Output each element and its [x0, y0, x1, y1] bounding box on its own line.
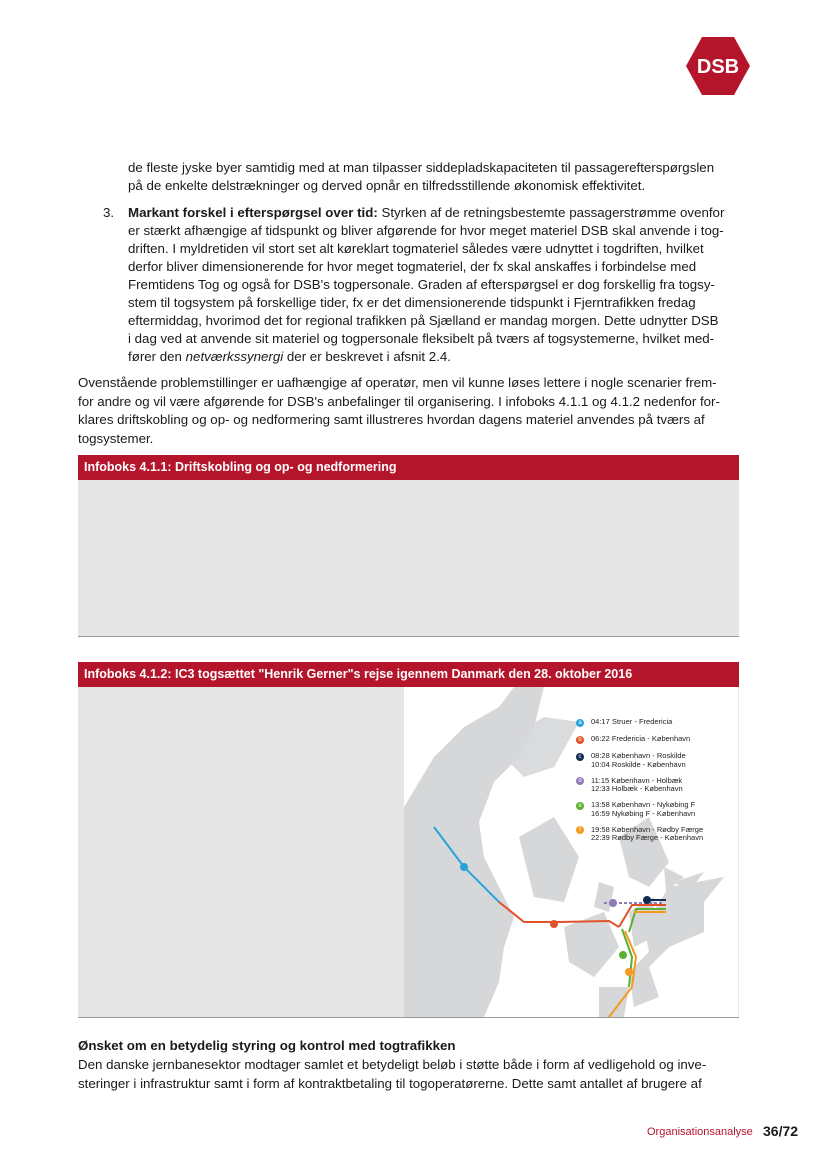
legend-entry: 13:58 København - Nykøbing F: [591, 800, 696, 809]
text-line: på de enkelte delstrækninger og derved opnår en tilfredsstillende økonomisk effektivitet.: [128, 178, 646, 193]
footer-section-name: Organisationsanalyse: [647, 1126, 753, 1138]
legend-entry: 10:04 Roskilde - København: [591, 759, 686, 769]
text-line: togsystemer.: [78, 430, 154, 446]
text-line: i dag ved at anvende sit materiel og togpersonale fleksibelt på tværs af togsystemerne, hvilket med-: [128, 331, 715, 346]
legend-entry: 04:17 Struer - Fredericia: [591, 717, 673, 726]
infobox-1-body: [78, 480, 739, 637]
legend-entry: 08:28 København - Roskilde: [591, 751, 686, 760]
page-number: 36/72: [763, 1123, 799, 1139]
legend-entry: 06:22 Fredericia - København: [591, 734, 691, 743]
section-heading: Ønsket om en betydelig styring og kontrol med togtrafikken: [78, 1038, 456, 1053]
text-line: Fremtidens Tog og også for DSB's togpersonale. Graden af efterspørgsel er dog forskellig fra togsy-: [128, 277, 715, 292]
infobox-2-title: Infoboks 4.1.2: IC3 togsættet "Henrik Gerner"s rejse igennem Danmark den 28. oktober 2016: [78, 662, 739, 687]
list-number: 3.: [103, 205, 115, 220]
text-line: de fleste jyske byer samtidig med at man tilpasser siddepladskapaciteten til passagerefterspørgslen: [128, 160, 715, 175]
text-line: Den danske jernbanesektor modtager samlet et betydeligt beløb i støtte både i form af vedligehold og inve-: [78, 1057, 707, 1072]
route-marker-a: a: [576, 719, 584, 727]
list-item-title: Markant forskel i efterspørgsel over tid:: [128, 205, 378, 220]
text-line: Ovenstående problemstillinger er uafhængige af operatør, men vil kunne løses lettere i nogle scenarier frem-: [78, 375, 717, 390]
text: der er beskrevet i afsnit 2.4.: [283, 349, 451, 364]
text-line: derfor bliver dimensionerende for hvor meget togmateriel, der fx skal anskaffes i forbindelse med: [128, 259, 697, 274]
italic-term: netværkssynergi: [185, 349, 284, 364]
text-line: driften. I myldretiden vil stort set alt køreklart togmateriel således være udnyttet i togdriften, hvilket: [128, 241, 704, 256]
text-line: eftermiddag, hvorimod det for regional trafikken på Sjælland er mandag morgen. Dette udnytter DSB: [128, 313, 719, 328]
text-line: steringer i infrastruktur samt i form af kontraktbetaling til togoperatørerne. Dette samt antallet af brugere af: [78, 1075, 702, 1091]
route-marker-b: b: [576, 736, 584, 744]
text: fører den: [128, 349, 186, 364]
route-marker-d: d: [576, 777, 584, 785]
route-marker-e: e: [576, 802, 584, 810]
svg-text:DSB: DSB: [696, 56, 740, 78]
legend-entry: 16:59 Nykøbing F - København: [591, 808, 696, 818]
list-item-text: Styrken af de retningsbestemte passagerstrømme ovenfor: [377, 205, 725, 220]
list-item-last-line: [128, 348, 451, 366]
route-marker-c: c: [576, 753, 584, 761]
infobox-1-title: Infoboks 4.1.1: Driftskobling og op- og nedformering: [78, 455, 739, 480]
legend-entry: 19:58 København - Rødby Færge: [591, 824, 704, 834]
route-marker-f: f: [576, 826, 584, 834]
text-line: klares driftskobling og op- og nedformering samt illustreres hvordan dagens materiel anvendes på tværs af: [78, 412, 705, 427]
legend-entry: 12:33 Holbæk - København: [591, 784, 683, 793]
legend-entry: 11:15 København - Holbæk: [591, 775, 683, 785]
legend-entry: 22:39 Rødby Færge - København: [591, 833, 704, 842]
list-item-first-line: [128, 204, 724, 222]
text-line: er stærkt afhængige af tidspunkt og bliver afgørende for hvor meget materiel DSB skal anvende i tog-: [128, 223, 724, 238]
denmark-route-map: [404, 687, 738, 1017]
text-line: for andre og vil være afgørende for DSB's anbefalinger til organisering. I infoboks 4.1.1 og 4.1.2 nedenfor for-: [78, 393, 720, 409]
dsb-logo: [686, 37, 750, 95]
text-line: stem til togsystem på forskellige tider, fx er det dimensionerende tidspunkt i Fjerntrafikken fredag: [128, 295, 696, 310]
